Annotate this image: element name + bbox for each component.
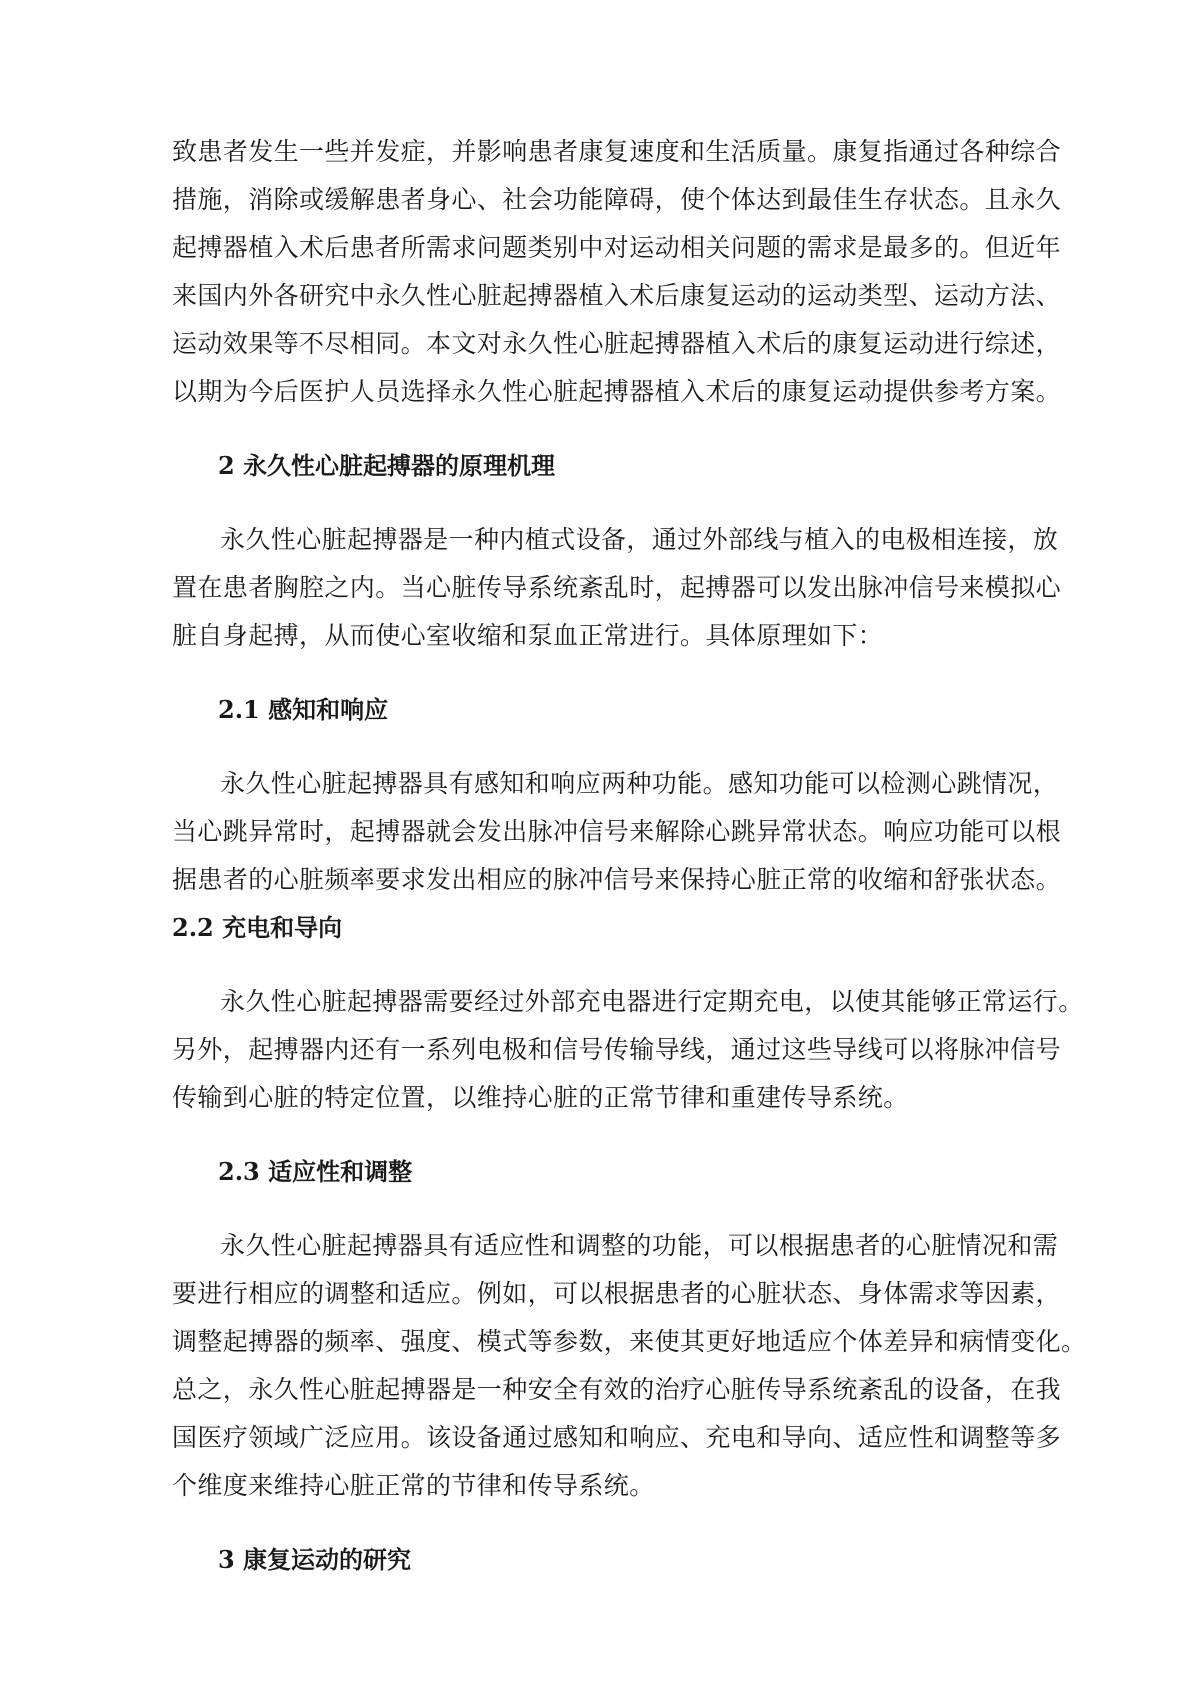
text-line: 脏自身起搏，从而使心室收缩和泵血正常进行。具体原理如下： (172, 621, 884, 650)
section-2-3-paragraph (172, 1222, 1087, 1510)
text-line: 来国内外各研究中永久性心脏起搏器植入术后康复运动的运动类型、运动方法、 (172, 281, 1062, 310)
text-line: 永久性心脏起搏器具有感知和响应两种功能。感知功能可以检测心跳情况， (220, 769, 1059, 798)
text-line: 调整起搏器的频率、强度、模式等参数，来使其更好地适应个体差异和病情变化。 (172, 1327, 1087, 1356)
text-line: 另外，起搏器内还有一系列电极和信号传输导线，通过这些导线可以将脉冲信号 (172, 1035, 1062, 1064)
text-line: 起搏器植入术后患者所需求问题类别中对运动相关问题的需求是最多的。但近年 (172, 233, 1062, 262)
section-heading-2: 2 永久性心脏起搏器的原理机理 (218, 451, 556, 480)
text-line: 个维度来维持心脏正常的节律和传导系统。 (172, 1471, 655, 1500)
text-line: 传输到心脏的特定位置，以维持心脏的正常节律和重建传导系统。 (172, 1083, 909, 1112)
section-2-1-paragraph (172, 760, 1062, 904)
text-line: 永久性心脏起搏器具有适应性和调整的功能，可以根据患者的心脏情况和需 (220, 1231, 1059, 1260)
text-line: 置在患者胸腔之内。当心脏传导系统紊乱时，起搏器可以发出脉冲信号来模拟心 (172, 573, 1062, 602)
text-line: 运动效果等不尽相同。本文对永久性心脏起搏器植入术后的康复运动进行综述， (172, 329, 1062, 358)
section-2-paragraph (172, 516, 1062, 660)
text-line: 永久性心脏起搏器需要经过外部充电器进行定期充电，以使其能够正常运行。 (220, 987, 1084, 1016)
section-heading-2-2: 2.2 充电和导向 (172, 913, 343, 942)
text-line: 以期为今后医护人员选择永久性心脏起搏器植入术后的康复运动提供参考方案。 (172, 377, 1062, 406)
text-line: 措施，消除或缓解患者身心、社会功能障碍，使个体达到最佳生存状态。且永久 (172, 185, 1062, 214)
section-heading-2-3: 2.3 适应性和调整 (218, 1157, 413, 1186)
document-page (172, 128, 1087, 1584)
section-heading-3: 3 康复运动的研究 (218, 1545, 412, 1574)
text-line: 据患者的心脏频率要求发出相应的脉冲信号来保持心脏正常的收缩和舒张状态。 (172, 865, 1062, 894)
text-line: 总之，永久性心脏起搏器是一种安全有效的治疗心脏传导系统紊乱的设备，在我 (172, 1375, 1062, 1404)
section-2-2-paragraph (172, 978, 1084, 1122)
intro-paragraph (172, 128, 1062, 416)
text-line: 要进行相应的调整和适应。例如，可以根据患者的心脏状态、身体需求等因素， (172, 1279, 1062, 1308)
section-heading-2-1: 2.1 感知和响应 (218, 695, 389, 724)
text-line: 当心跳异常时，起搏器就会发出脉冲信号来解除心跳异常状态。响应功能可以根 (172, 817, 1062, 846)
text-line: 永久性心脏起搏器是一种内植式设备，通过外部线与植入的电极相连接，放 (220, 525, 1059, 554)
text-line: 致患者发生一些并发症，并影响患者康复速度和生活质量。康复指通过各种综合 (172, 137, 1062, 166)
text-line: 国医疗领域广泛应用。该设备通过感知和响应、充电和导向、适应性和调整等多 (172, 1423, 1062, 1452)
